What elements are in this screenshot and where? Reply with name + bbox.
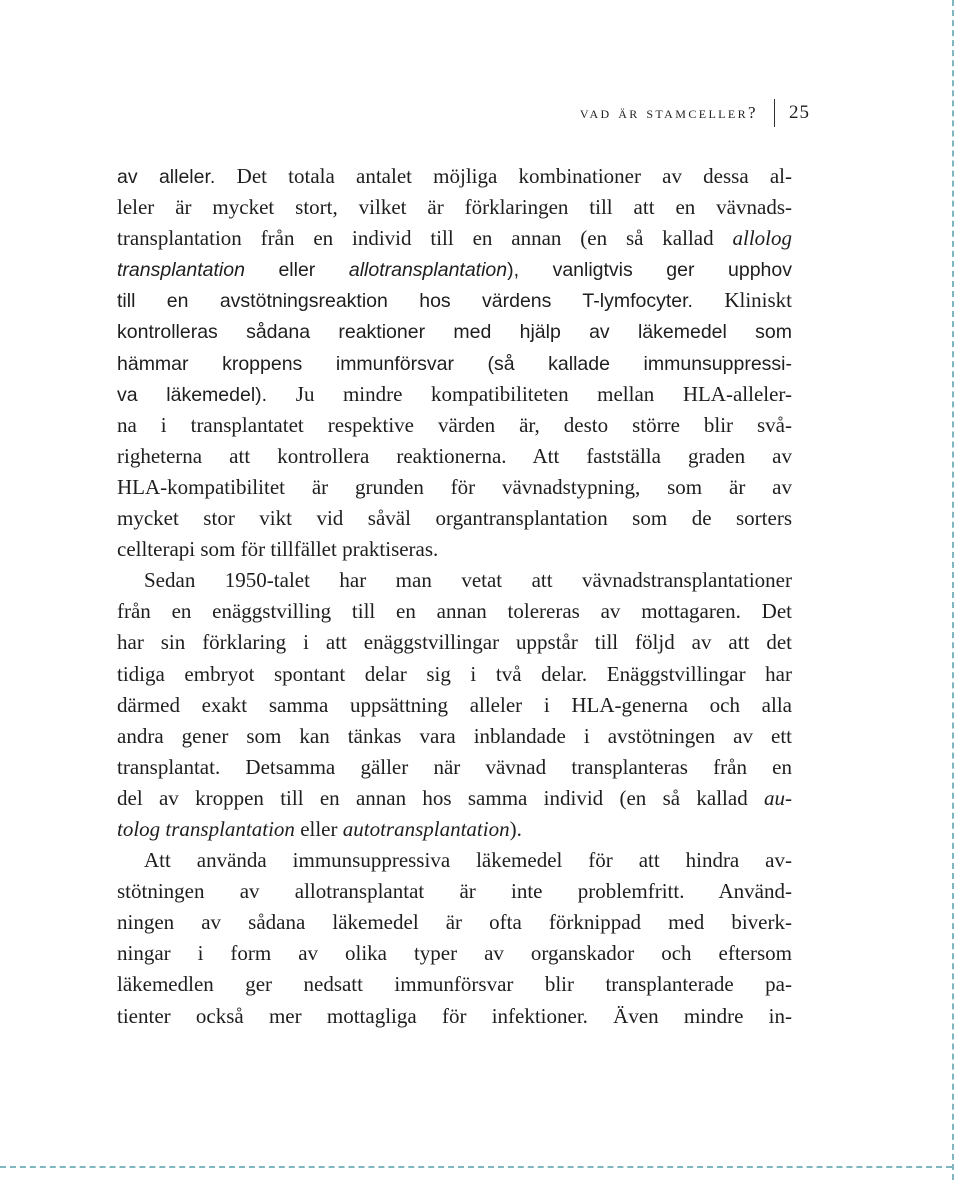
text-line	[117, 379, 792, 410]
text-line	[117, 285, 792, 316]
text-line	[117, 348, 792, 379]
text-segment: av alleler.	[117, 166, 237, 188]
text-line	[117, 565, 792, 596]
crop-mark-bottom	[0, 1166, 952, 1168]
text-line	[117, 721, 792, 752]
text-segment: kontrolleras sådana reaktioner med hjälp av läkemedel som	[117, 321, 792, 344]
text-line	[117, 907, 792, 938]
text-line	[117, 254, 792, 285]
text-segment: eller	[244, 259, 349, 282]
text-segment: allotransplantation	[348, 259, 508, 282]
text-segment: del av kroppen till en annan hos samma individ (en så kallad	[117, 785, 764, 810]
text-segment: stötningen av allotransplantat är inte problemfritt. Använd-	[117, 879, 792, 904]
text-segment: Sedan 1950-talet har man vetat att vävnadstransplantationer	[144, 568, 792, 593]
text-line	[117, 845, 792, 876]
text-line	[117, 161, 792, 192]
text-line	[117, 752, 792, 783]
crop-mark-right	[952, 0, 954, 1180]
text-segment: cellterapi som för tillfället praktiseras.	[117, 537, 439, 562]
text-segment: HLA-kompatibilitet är grunden för vävnadstypning, som är av	[117, 474, 792, 499]
text-segment: eller	[294, 816, 343, 841]
body-text	[117, 161, 792, 1032]
text-segment: tolog transplantation	[117, 816, 295, 841]
text-line	[117, 876, 792, 907]
text-line	[117, 1001, 792, 1032]
text-segment: ).	[509, 816, 522, 841]
text-segment: hämmar kroppens immunförsvar (så kallade immunsuppressi-	[117, 352, 792, 375]
text-line	[117, 441, 792, 472]
text-segment: transplantation	[117, 259, 245, 282]
text-line	[117, 596, 792, 627]
text-line	[117, 969, 792, 1000]
text-segment: ningen av sådana läkemedel är ofta förknippad med biverk-	[117, 910, 792, 935]
text-line	[117, 627, 792, 658]
text-line	[117, 192, 792, 223]
text-segment: mycket stor vikt vid såväl organtransplantation som de sorters	[117, 506, 792, 531]
text-line	[117, 472, 792, 503]
text-segment: na i transplantatet respektive värden är, desto större blir svå-	[117, 412, 792, 437]
running-title: vad är stamceller?	[579, 103, 758, 122]
text-line	[117, 223, 792, 254]
text-segment: tidiga embryot spontant delar sig i två delar. Enäggstvillingar har	[117, 661, 792, 686]
running-head	[580, 98, 810, 128]
text-line	[117, 783, 792, 814]
text-segment: har sin förklaring i att enäggstvillingar uppstår till följd av att det	[117, 630, 792, 655]
text-segment: från en enäggstvilling till en annan tolereras av mottagaren. Det	[117, 599, 792, 624]
header-divider	[774, 99, 775, 127]
text-line	[117, 938, 792, 969]
text-segment: till en avstötningsreaktion hos värdens T-lymfocyter.	[117, 290, 725, 313]
text-segment: righeterna att kontrollera reaktionerna. Att fastställa graden av	[117, 443, 792, 468]
text-segment: au-	[764, 785, 792, 810]
text-segment: ningar i form av olika typer av organskador och eftersom	[117, 941, 792, 966]
text-segment: ), vanligtvis ger upphov	[507, 259, 792, 282]
text-segment: leler är mycket stort, vilket är förklaringen till att en vävnads-	[117, 195, 792, 220]
text-segment: transplantat. Detsamma gäller när vävnad transplanteras från en	[117, 754, 792, 779]
text-line	[117, 503, 792, 534]
text-segment: Ju mindre kompatibiliteten mellan HLA-alleler-	[295, 381, 792, 406]
text-line	[117, 690, 792, 721]
text-segment: Kliniskt	[724, 288, 792, 313]
text-line	[117, 814, 792, 845]
text-segment: autotransplantation	[342, 816, 510, 841]
text-line	[117, 659, 792, 690]
text-segment: Det totala antalet möjliga kombinationer av dessa al-	[236, 164, 792, 188]
text-segment: tienter också mer mottagliga för infektioner. Även mindre in-	[117, 1003, 792, 1028]
text-segment: därmed exakt samma uppsättning alleler i HLA-generna och alla	[117, 692, 792, 717]
text-line	[117, 316, 792, 347]
page-number: 25	[789, 102, 810, 123]
text-segment: allolog	[732, 226, 792, 251]
text-line	[117, 410, 792, 441]
text-segment: transplantation från en individ till en annan (en så kallad	[117, 226, 733, 251]
text-segment: Att använda immunsuppressiva läkemedel för att hindra av-	[144, 848, 792, 873]
text-segment: va läkemedel).	[117, 383, 296, 406]
text-segment: andra gener som kan tänkas vara inblandade i avstötningen av ett	[117, 723, 792, 748]
text-line	[117, 534, 792, 565]
text-segment: läkemedlen ger nedsatt immunförsvar blir transplanterade pa-	[117, 972, 792, 997]
